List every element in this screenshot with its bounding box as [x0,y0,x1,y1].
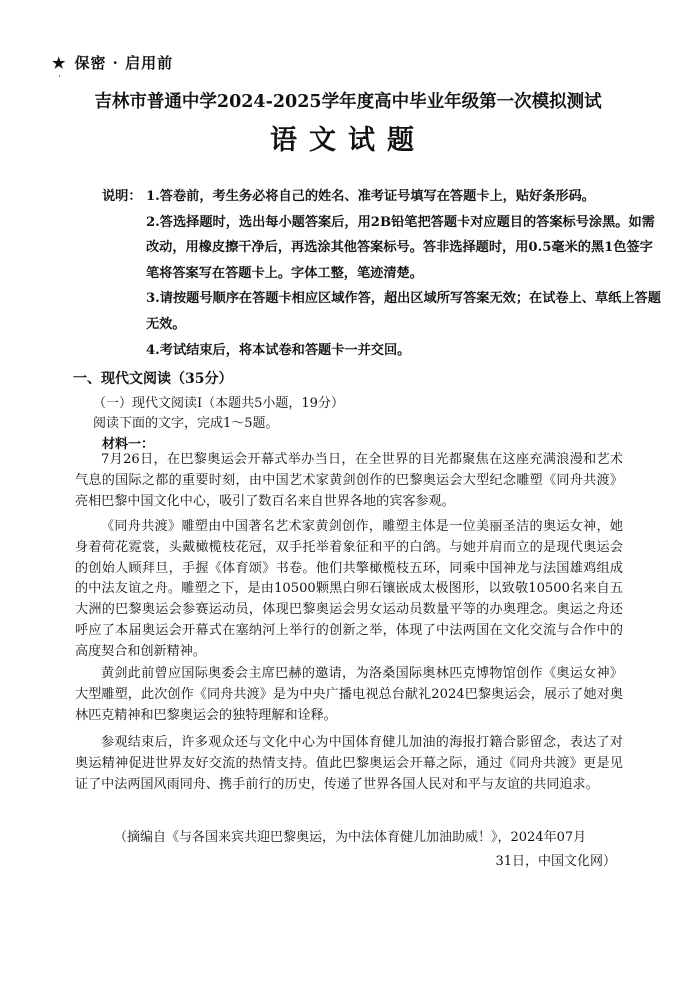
instruction-text: 3.请按题号顺序在答题卡相应区域作答，超出区域所写答案无效；在试卷上、草纸上答题无效。 [146,291,661,332]
instructions-block [102,184,662,363]
instruction-item [102,286,662,337]
instructions-lead: 说明： [102,189,142,204]
instruction-item [102,184,662,210]
subject-title: 语文试题 [270,125,426,156]
instruction-item [102,338,662,364]
instruction-text: 1.答卷前，考生务必将自己的姓名、准考证号填写在答题卡上，贴好条形码。 [146,189,595,204]
article-paragraph: 参观结束后，许多观众还与文化中心为中国体育健儿加油的海报打籍合影留念，表达了对奥运精神促进世界友好交流的热情支持。值此巴黎奥运会开幕之际，通过《同舟共渡》更是见证了中法两国风雨同舟、携手前行的历史，传递了世界各国人民对和平与友谊的共同追求。 [75,735,623,792]
article-paragraph: 《同舟共渡》雕塑由中国著名艺术家黄剑创作，雕塑主体是一位美丽圣洁的奥运女神，她身着荷花霓裳，头戴橄榄枝花冠，双手托举着象征和平的白鸽。与她并肩而立的是现代奥运会的创始人顾拜旦，手握《体育颂》书卷。他们共擎橄榄枝五环，同乘中国神龙与法国雄鸡组成的中法友谊之舟。雕塑之下，是由10500颗黑白卵石镶嵌成太极图形，以致敬10500名来自五大洲的巴黎奥运会参赛运动员，体现巴黎奥运会男女运动员数量平等的办奥理念。奥运之舟还呼应了本届奥运会开幕式在塞纳河上举行的创新之举，体现了中法两国在文化交流与合作中的高度契合和创新精神。 [75,519,623,659]
dot-mark: · [58,72,61,82]
source-citation: （摘编自《与各国来宾共迎巴黎奥运，为中法体育健儿加油助威！》，2024年07月 [114,830,587,845]
article-paragraph: 黄剑此前曾应国际奥委会主席巴赫的邀请，为洛桑国际奥林匹克博物馆创作《奥运女神》大型雕塑，此次创作《同舟共渡》是为中央广播电视总台献礼2024巴黎奥运会，展示了她对奥林匹克精神和巴黎奥运会的独特理解和诠释。 [75,666,623,723]
confidential-mark [52,52,173,73]
instruction-text: 4.考试结束后，将本试卷和答题卡一并交回。 [146,342,411,358]
source-citation-date: 31日，中国文化网） [495,854,616,869]
section-heading: 一、现代文阅读（35分） [73,371,233,387]
reading-instruction: 阅读下面的文字，完成1～5题。 [93,416,279,431]
material-label: 材料一： [102,437,155,452]
instruction-text: 2.答选择题时，选出每小题答案后，用2B铅笔把答题卡对应题目的答案标号涂黑。如需改动，用橡皮擦干净后，再选涂其他答案标号。答非选择题时，用0.5毫米的黑1色签字笔将答案写在答题卡上。字体工整，笔迹清楚。 [146,214,655,281]
subsection-heading: （一）现代文阅读Ⅰ（本题共5小题，19分） [93,396,344,411]
exam-title: 吉林市普通中学2024-2025学年度高中毕业年级第一次模拟测试 [94,92,602,112]
confidential-label: 保密 · 启用前 [74,54,174,72]
star-icon: ★ [52,54,67,72]
article-paragraph: 7月26日，在巴黎奥运会开幕式举办当日，在全世界的目光都聚焦在这座充满浪漫和艺术气息的国际之都的重要时刻，由中国艺术家黄剑创作的巴黎奥运会大型纪念雕塑《同舟共渡》亮相巴黎中国文化中心，吸引了数百名来自世界各地的宾客参观。 [75,452,623,509]
instruction-item [102,210,662,287]
